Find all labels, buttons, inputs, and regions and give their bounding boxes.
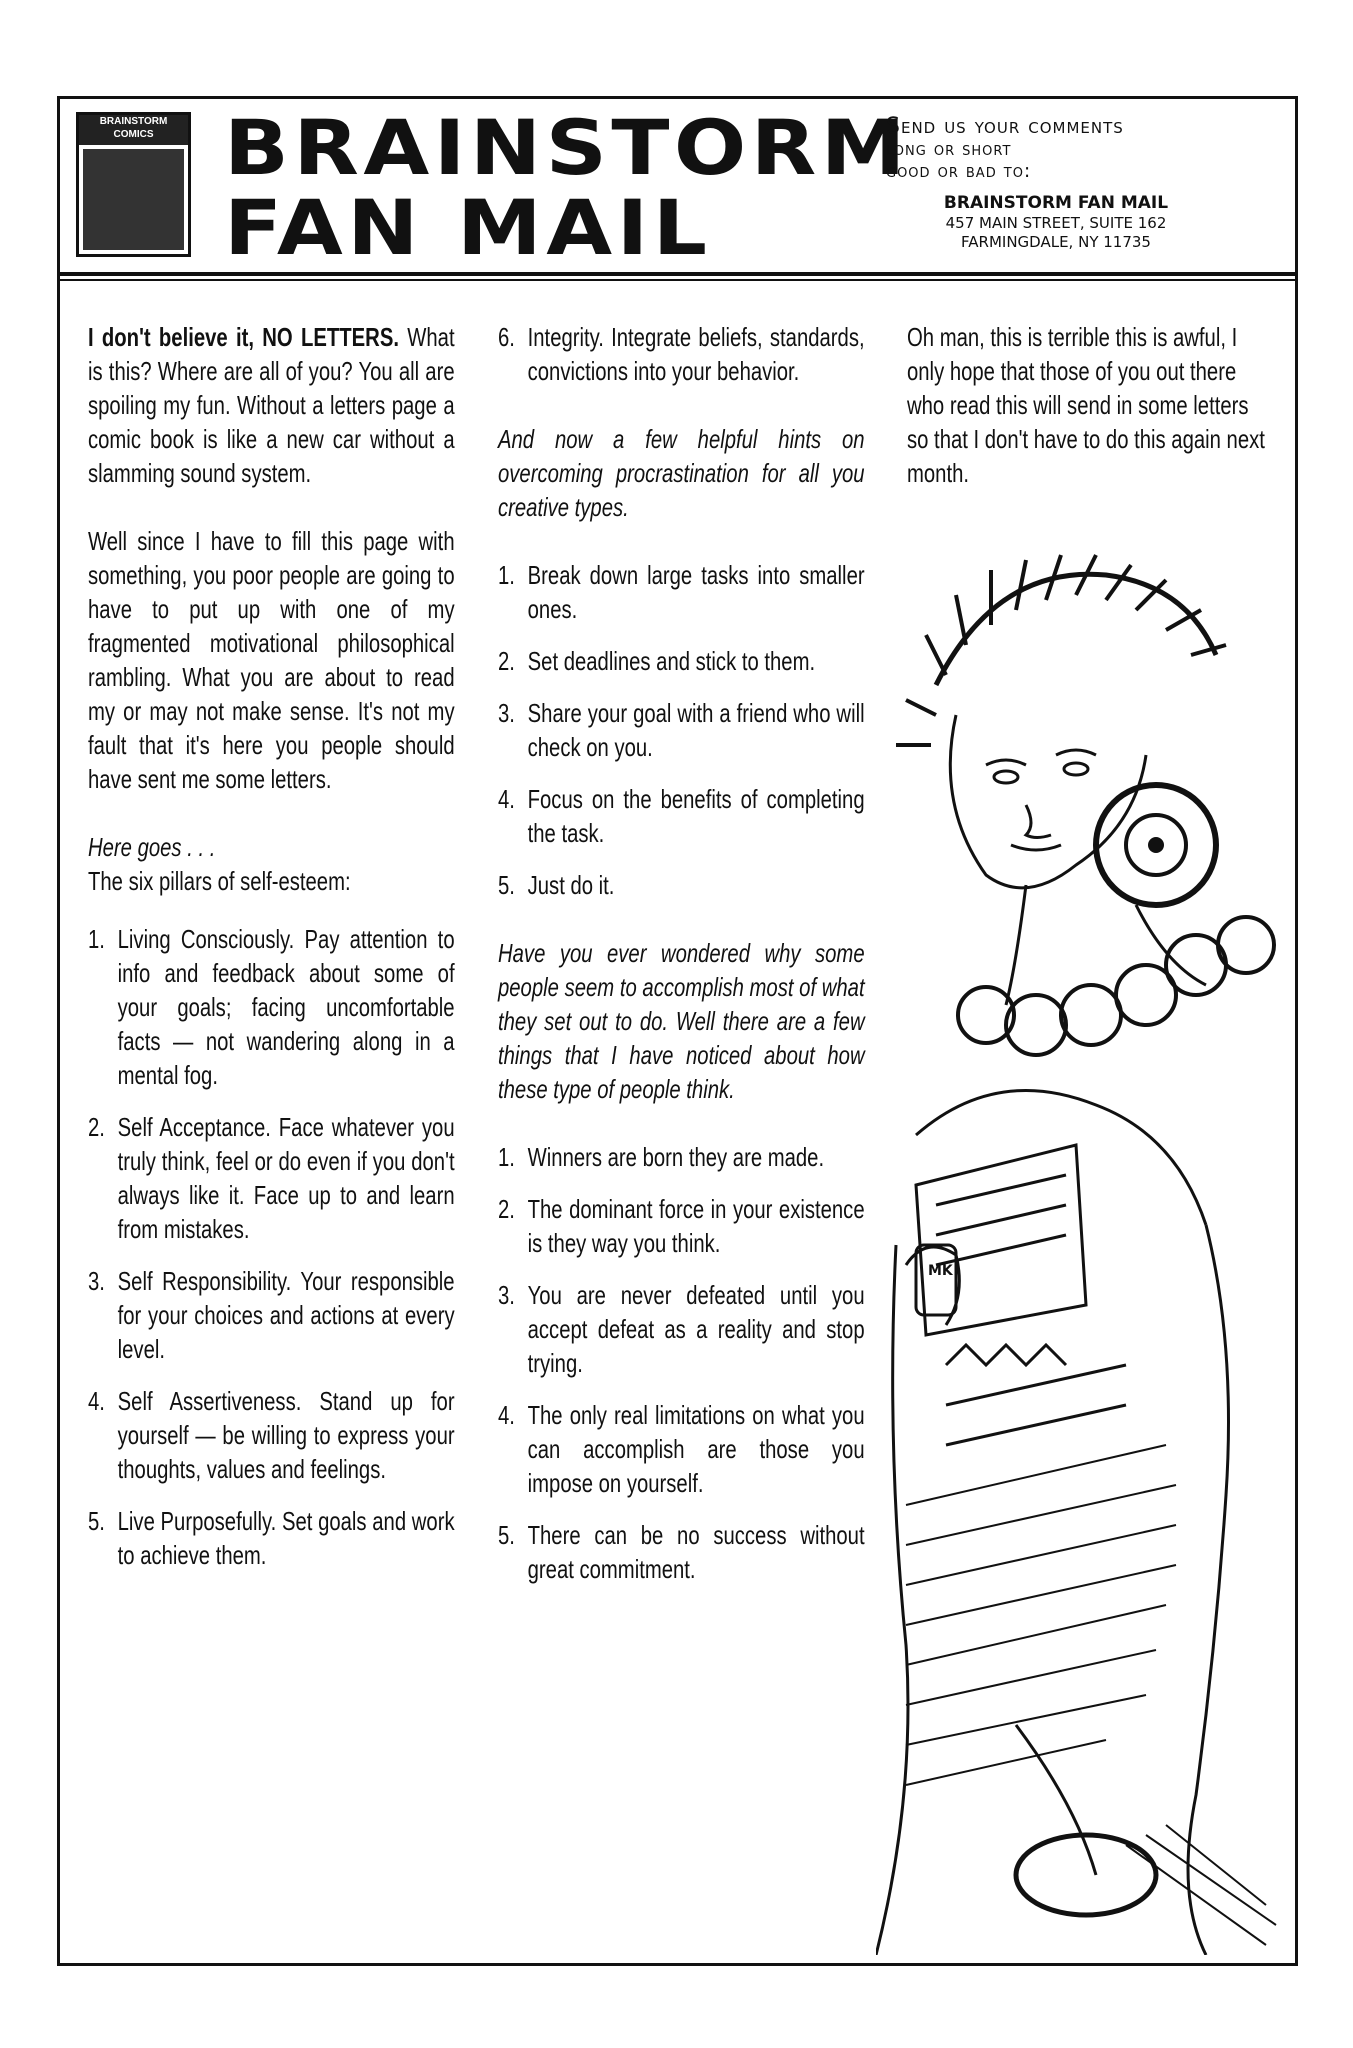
list-item: 4. The only real limitations on what you can accomplish are those you impose on yourself.	[498, 1400, 865, 1498]
column-3	[907, 320, 1274, 502]
column-1	[88, 320, 455, 1584]
woman-illustration	[876, 545, 1296, 1955]
list-item: 1. Winners are born they are made.	[498, 1142, 825, 1172]
winners-list	[498, 1140, 865, 1586]
hints-intro: And now a few helpful hints on overcoming procrastination for all you creative types.	[498, 424, 865, 522]
logo-artwork	[83, 149, 184, 250]
list-item: 3. You are never defeated until you accept defeat as a reality and stop trying.	[498, 1280, 865, 1378]
list-item: 1. Living Consciously. Pay attention to info and feedback about some of your goals; facing uncomfortable facts — not wandering along in a mental fog.	[88, 924, 455, 1090]
page-title-line1: BRAINSTORM	[224, 103, 910, 192]
fill-page-paragraph: Well since I have to fill this page with something, you poor people are going to have to put up with one of my fragmented motivational philosophical rambling. What you are about to read my or may not make sense. It's not my fault that it's here you people should have sent me some letters.	[88, 526, 455, 794]
address-name: BRAINSTORM FAN MAIL	[943, 193, 1169, 213]
brainstorm-logo	[76, 112, 191, 257]
intro-rest: What is this? Where are all of you? You all are spoiling my fun. Without a letters page a comic book is like a new car without a slamming sound system.	[88, 322, 455, 488]
list-item: 5. There can be no success without great commitment.	[498, 1520, 865, 1584]
column-2	[498, 320, 865, 1598]
pillars-title: The six pillars of self-esteem:	[88, 866, 351, 896]
here-goes: Here goes . . .	[88, 832, 216, 862]
list-item: 2. Self Acceptance. Face whatever you truly think, feel or do even if you don't always like it. Face up to and learn from mistakes.	[88, 1112, 455, 1244]
hints-list	[498, 558, 865, 902]
list-item: 1. Break down large tasks into smaller ones.	[498, 560, 865, 624]
submission-address	[886, 116, 1286, 252]
page-title-line2: FAN MAIL	[224, 183, 712, 272]
address-street: 457 MAIN STREET, SUITE 162	[945, 214, 1167, 232]
pillars-list	[88, 922, 455, 1572]
bracelet-letters: MK	[928, 1263, 953, 1279]
list-item: 4. Self Assertiveness. Stand up for yourself — be willing to express your thoughts, values and feelings.	[88, 1386, 455, 1484]
intro-paragraph	[88, 320, 455, 490]
send-line-1: Send us your comments	[886, 114, 1124, 139]
list-item: 5. Live Purposefully. Set goals and work to achieve them.	[88, 1506, 455, 1570]
header-rule-thin	[57, 279, 1298, 281]
list-item: 3. Share your goal with a friend who will check on you.	[498, 698, 865, 762]
send-line-2: long or short	[886, 138, 1012, 160]
list-item: 4. Focus on the benefits of completing the task.	[498, 784, 865, 848]
send-line-3: good or bad to:	[886, 160, 1032, 182]
list-item: 6. Integrity. Integrate beliefs, standards, convictions into your behavior.	[498, 322, 865, 386]
intro-lead: I don't believe it, NO LETTERS.	[88, 322, 399, 352]
closing-remark: Oh man, this is terrible this is awful, I only hope that those of you out there who read this will send in some letters so that I don't have to do this again next month.	[907, 322, 1265, 488]
address-city: FARMINGDALE, NY 11735	[961, 233, 1151, 251]
list-item: 5. Just do it.	[498, 870, 615, 900]
list-item: 3. Self Responsibility. Your responsible for your choices and actions at every level.	[88, 1266, 455, 1364]
list-item: 2. The dominant force in your existence is they way you think.	[498, 1194, 865, 1258]
header-rule	[57, 272, 1298, 276]
logo-text: BRAINSTORM COMICS	[79, 115, 188, 145]
wonder-intro: Have you ever wondered why some people seem to accomplish most of what they set out to do. Well there are a few things that I have noticed about how these type of people think.	[498, 938, 865, 1104]
pillar-6-list	[498, 320, 865, 388]
list-item: 2. Set deadlines and stick to them.	[498, 646, 816, 676]
